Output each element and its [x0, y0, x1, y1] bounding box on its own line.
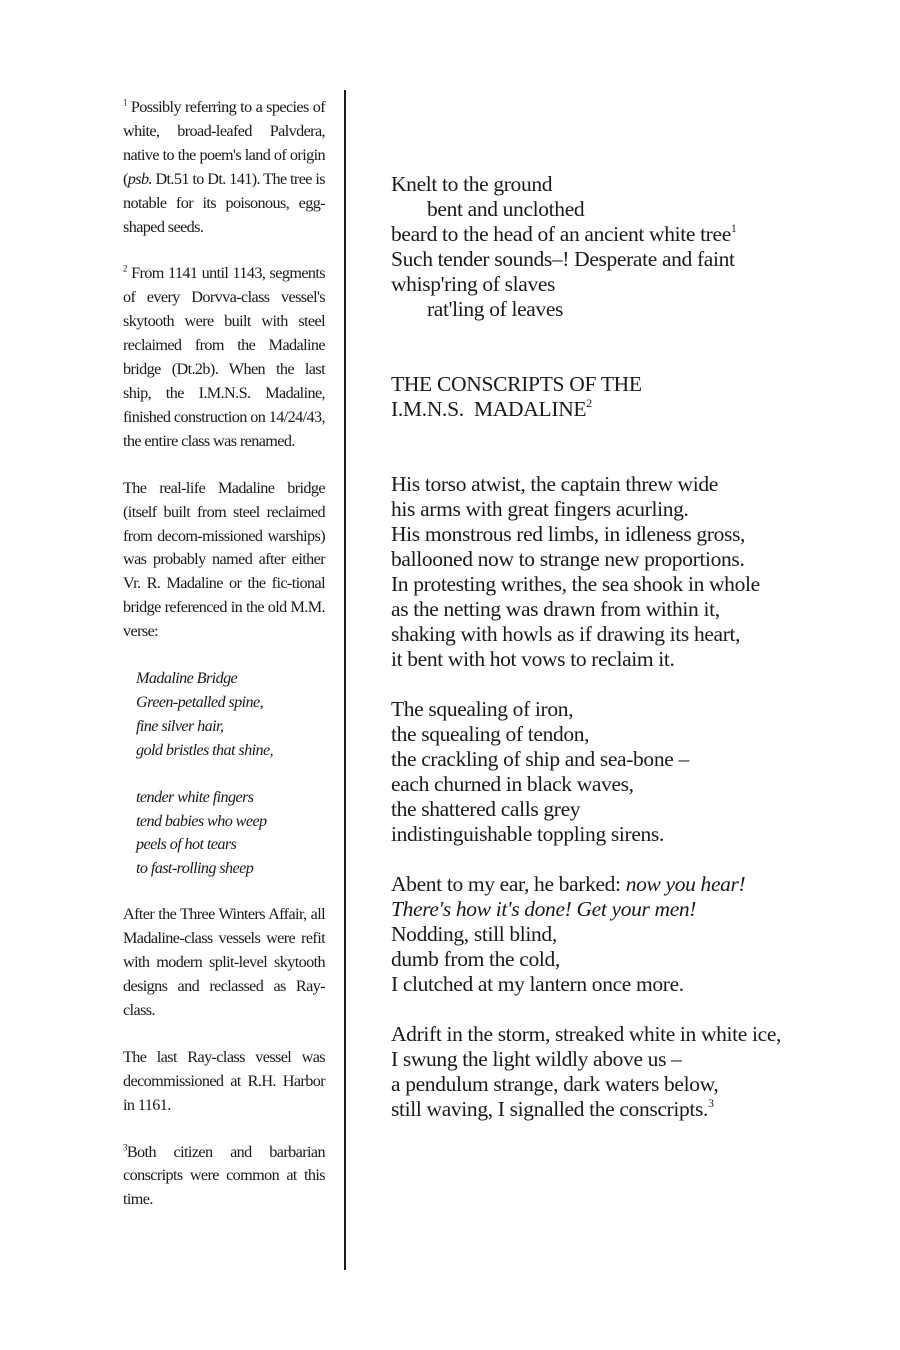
verse-line: Green-petalled spine, [136, 692, 264, 711]
poem-line: In protesting writhes, the sea shook in whole [391, 572, 760, 596]
footnote-1: $^1$ Possibly referring to a species of white, broad-leafed Palvdera, native to the poem's land of origin (psb. Dt.51 to Dt. 141). The tree is notable for its poisonous, egg-shaped seeds. [123, 97, 325, 236]
opening-stanza [391, 172, 861, 322]
poem-line: rat'ling of leaves [427, 297, 564, 321]
verse-line: peels of hot tears [136, 835, 237, 854]
column-divider [344, 90, 346, 1270]
poem-line: Such tender sounds–! Desperate and faint [391, 247, 735, 271]
poem-line: Adrift in the storm, streaked white in white ice, [391, 1022, 782, 1046]
footnote-marker: 1 [123, 97, 127, 108]
poem-line: the shattered calls grey [391, 797, 581, 821]
footnote-paragraph: After the Three Winters Affair, all Madaline-class vessels were refit with modern split-level skytooth designs and reclassed as Ray-class. [123, 905, 325, 1019]
verse-line: tend babies who weep [136, 811, 267, 830]
footnote-ref: 1 [730, 221, 737, 236]
poem-line: the squealing of tendon, [391, 722, 590, 746]
poem-line: Knelt to the ground [391, 172, 553, 196]
verse-line: fine silver hair, [136, 716, 224, 735]
poem-line: The squealing of iron, [391, 697, 574, 721]
poem-line: the crackling of ship and sea-bone – [391, 747, 689, 771]
poem-line: dumb from the cold, [391, 947, 560, 971]
poem-line: Abent to my ear, he barked: now you hear! [391, 872, 746, 896]
poem-line: whisp'ring of slaves [391, 272, 556, 296]
verse-line: gold bristles that shine, [136, 740, 273, 759]
poem-line: His torso atwist, the captain threw wide [391, 472, 718, 496]
stanza-3 [391, 872, 861, 997]
poem-line: There's how it's done! Get your men! [391, 897, 697, 921]
stanza-1 [391, 472, 861, 672]
footnotes-column [123, 96, 325, 1212]
footnote-3: $^3$Both citizen and barbarian conscripts were common at this time. [123, 1141, 325, 1209]
footnote-ref: 3 [708, 1096, 714, 1111]
poem-line: his arms with great fingers acurling. [391, 497, 689, 521]
poem-line: as the netting was drawn from within it, [391, 597, 720, 621]
quoted-verse [136, 667, 325, 881]
footnote-2-continued: The real-life Madaline bridge (itself built from steel reclaimed from decom-missioned warships) was probably named after either Vr. R. Madaline or the fic-tional bridge referenced in the old M.M. verse: [123, 478, 325, 641]
footnote-2: $^2$ From 1141 until 1143, segments of every Dorvva-class vessel's skytooth were built with steel reclaimed from the Madaline bridge (Dt.2b). When the last ship, the I.M.N.S. Madaline, finished construction on 14/24/43, the entire class was renamed. [123, 263, 325, 450]
footnote-marker: 3 [123, 1141, 127, 1152]
poem-line: still waving, I signalled the conscripts.$^3$ [391, 1096, 714, 1121]
poem-line: Nodding, still blind, [391, 922, 557, 946]
poem-line: a pendulum strange, dark waters below, [391, 1072, 719, 1096]
verse-line: tender white fingers [136, 787, 254, 806]
poem-title-line: I.M.N.S. MADALINE$^2$ [391, 396, 592, 421]
poem-title-line: THE CONSCRIPTS OF THE [391, 372, 642, 396]
poem-line: His monstrous red limbs, in idleness gross, [391, 522, 746, 546]
footnote-ref: 2 [586, 396, 592, 411]
footnote-marker: 2 [123, 263, 127, 274]
verse-line: Madaline Bridge [136, 669, 238, 688]
poem-line: bent and unclothed [427, 197, 585, 221]
stanza-4 [391, 1022, 861, 1122]
verse-line: to fast-rolling sheep [136, 859, 254, 878]
stanza-2 [391, 697, 861, 847]
poem-line: shaking with howls as if drawing its heart, [391, 622, 741, 646]
poem-line: I swung the light wildly above us – [391, 1047, 682, 1071]
poem-line: each churned in black waves, [391, 772, 634, 796]
poem-line: ballooned now to strange new proportions. [391, 547, 745, 571]
poem-line: beard to the head of an ancient white tree$^1$ [391, 221, 737, 246]
poem-line: indistinguishable toppling sirens. [391, 822, 664, 846]
footnote-paragraph: The last Ray-class vessel was decommissioned at R.H. Harbor in 1161. [123, 1047, 325, 1114]
poem-title [391, 372, 861, 422]
poem-line: it bent with hot vows to reclaim it. [391, 647, 675, 671]
poem-line: I clutched at my lantern once more. [391, 972, 684, 996]
poem-column [391, 172, 861, 1122]
